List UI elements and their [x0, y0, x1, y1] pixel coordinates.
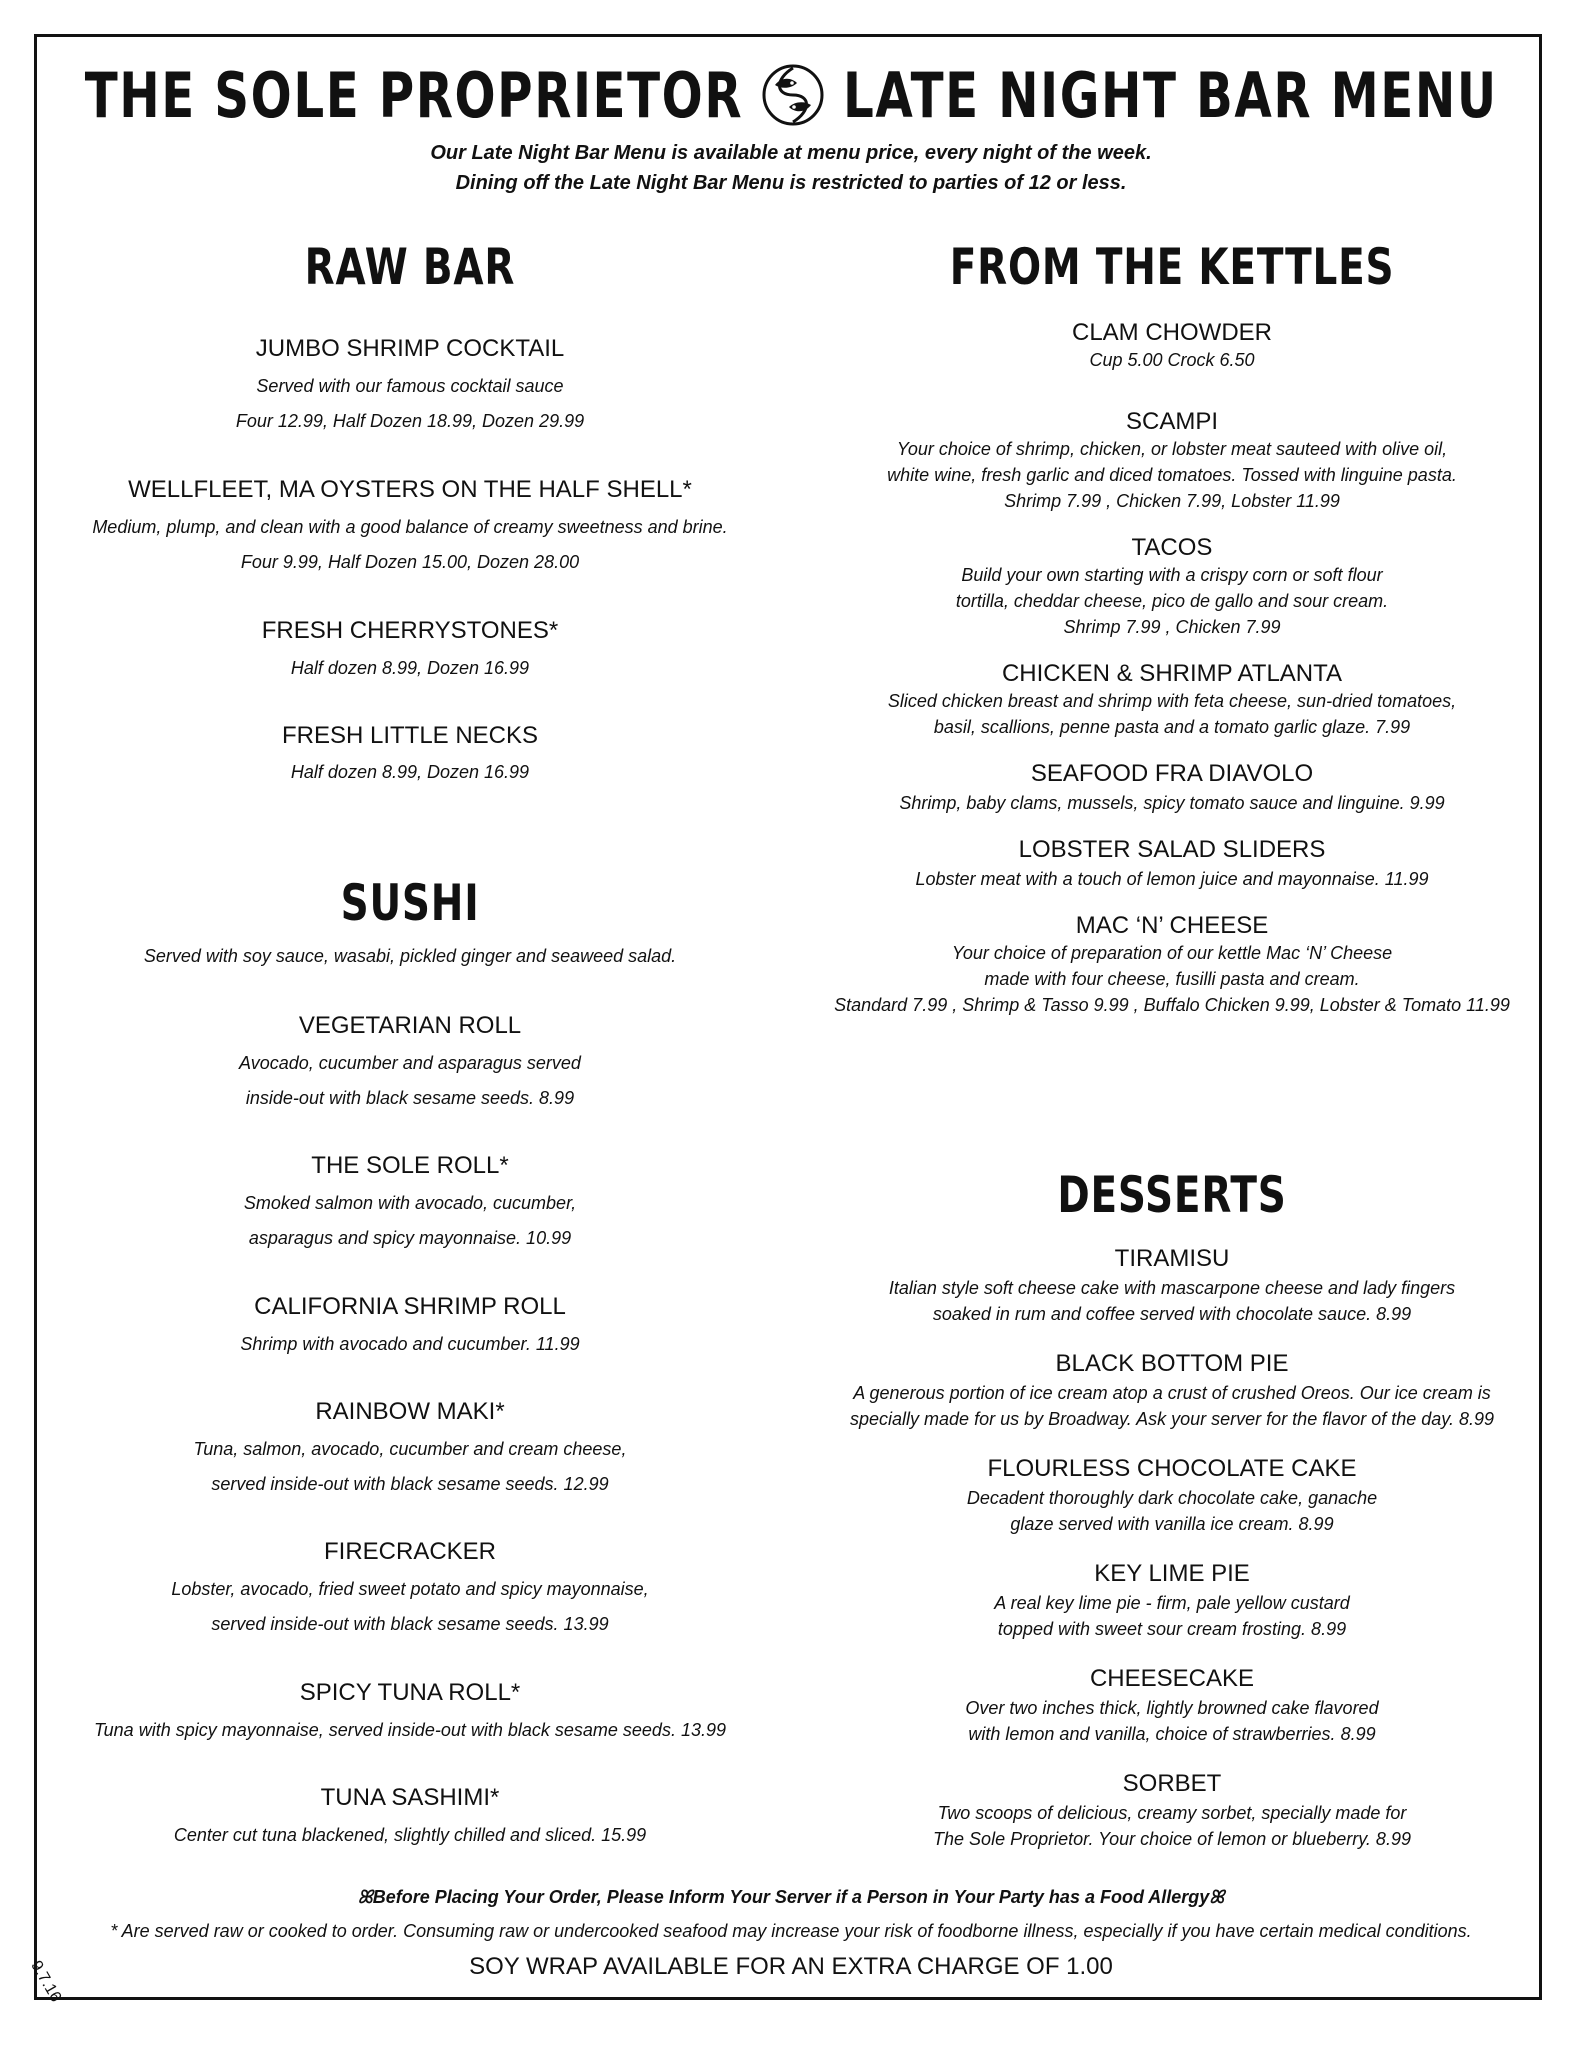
menu-item-description: basil, scallions, penne pasta and a tomato garlic glaze. 7.99 [933, 717, 1411, 737]
menu-item-price: Cup 5.00 Crock 6.50 [1089, 350, 1255, 370]
menu-item-price: Four 12.99, Half Dozen 18.99, Dozen 29.99 [235, 411, 585, 431]
menu-item-description: Lobster meat with a touch of lemon juice and mayonnaise. 11.99 [915, 869, 1429, 889]
menu-item-description: asparagus and spicy mayonnaise. 10.99 [248, 1228, 572, 1248]
menu-item-description: A real key lime pie - firm, pale yellow custard [994, 1593, 1350, 1613]
menu-item-price: Half dozen 8.99, Dozen 16.99 [290, 658, 530, 678]
menu-item-price: Shrimp 7.99 , Chicken 7.99, Lobster 11.99 [1004, 491, 1340, 511]
menu-item-name: SPICY TUNA ROLL* [299, 1679, 521, 1706]
date-stamp: 9.7.16 [27, 1958, 65, 2006]
menu-item-description: Avocado, cucumber and asparagus served [239, 1053, 581, 1073]
menu-item-name: TIRAMISU [1114, 1245, 1230, 1272]
section-heading-raw-bar: RAW BAR [304, 238, 516, 296]
menu-item-name: SCAMPI [1125, 408, 1218, 435]
menu-item-name: CLAM CHOWDER [1071, 319, 1272, 346]
section-intro: Served with soy sauce, wasabi, pickled ginger and seaweed salad. [143, 946, 677, 966]
menu-item-description: Medium, plump, and clean with a good balance of creamy sweetness and brine. [92, 517, 728, 537]
menu-item-price: Four 9.99, Half Dozen 15.00, Dozen 28.00 [240, 552, 580, 572]
menu-item-description: Tuna, salmon, avocado, cucumber and cream cheese, [193, 1439, 627, 1459]
right-column [812, 0, 1532, 2048]
menu-item-description: topped with sweet sour cream frosting. 8.99 [997, 1619, 1347, 1639]
menu-item-description: made with four cheese, fusilli pasta and cream. [984, 969, 1360, 989]
menu-item-price: Shrimp 7.99 , Chicken 7.99 [1063, 617, 1281, 637]
section-heading-desserts: DESSERTS [1057, 1166, 1287, 1224]
menu-item-description: Shrimp with avocado and cucumber. 11.99 [240, 1334, 580, 1354]
menu-item-description: Decadent thoroughly dark chocolate cake, ganache [966, 1488, 1378, 1508]
soy-wrap-note: SOY WRAP AVAILABLE FOR AN EXTRA CHARGE OF 1.00 [469, 1953, 1113, 1980]
notice-line: Our Late Night Bar Menu is available at menu price, every night of the week. [430, 142, 1152, 164]
menu-item-description: Lobster, avocado, fried sweet potato and spicy mayonnaise, [171, 1579, 649, 1599]
menu-item-name: VEGETARIAN ROLL [298, 1012, 522, 1039]
menu-item-description: The Sole Proprietor. Your choice of lemon or blueberry. 8.99 [933, 1829, 1411, 1849]
menu-item-description: served inside-out with black sesame seeds. 12.99 [211, 1474, 609, 1494]
notice-line: Dining off the Late Night Bar Menu is restricted to parties of 12 or less. [455, 172, 1127, 194]
menu-item-price: Half dozen 8.99, Dozen 16.99 [290, 762, 530, 782]
menu-item-name: LOBSTER SALAD SLIDERS [1018, 836, 1326, 863]
menu-item-name: CALIFORNIA SHRIMP ROLL [254, 1293, 566, 1320]
menu-item-description: Your choice of shrimp, chicken, or lobster meat sauteed with olive oil, [896, 439, 1448, 459]
restaurant-name: THE SOLE PROPRIETOR [84, 58, 744, 132]
menu-item-description: glaze served with vanilla ice cream. 8.99 [1010, 1514, 1334, 1534]
menu-item-name: FIRECRACKER [323, 1538, 497, 1565]
left-column [60, 0, 760, 2048]
menu-item-name: FLOURLESS CHOCOLATE CAKE [987, 1455, 1357, 1482]
menu-item-description: tortilla, cheddar cheese, pico de gallo and sour cream. [955, 591, 1389, 611]
menu-item-name: RAINBOW MAKI* [315, 1398, 505, 1425]
menu-item-name: TACOS [1131, 534, 1213, 561]
menu-item-description: A generous portion of ice cream atop a crust of crushed Oreos. Our ice cream is [853, 1383, 1491, 1403]
menu-item-description: with lemon and vanilla, choice of strawberries. 8.99 [968, 1724, 1376, 1744]
menu-item-description: Sliced chicken breast and shrimp with feta cheese, sun-dried tomatoes, [887, 691, 1457, 711]
menu-item-description: inside-out with black sesame seeds. 8.99 [245, 1088, 575, 1108]
menu-item-name: SEAFOOD FRA DIAVOLO [1030, 760, 1314, 787]
menu-item-name: TUNA SASHIMI* [320, 1784, 500, 1811]
menu-name: LATE NIGHT BAR MENU [843, 58, 1499, 132]
menu-item-description: white wine, fresh garlic and diced tomatoes. Tossed with linguine pasta. [887, 465, 1457, 485]
menu-item-description: Over two inches thick, lightly browned cake flavored [965, 1698, 1379, 1718]
menu-item-price: Standard 7.99 , Shrimp & Tasso 9.99 , Buffalo Chicken 9.99, Lobster & Tomato 11.99 [834, 995, 1510, 1015]
menu-item-description: Your choice of preparation of our kettle Mac ‘N’ Cheese [951, 943, 1393, 963]
menu-item-description: Center cut tuna blackened, slightly chilled and sliced. 15.99 [173, 1825, 647, 1845]
menu-item-name: KEY LIME PIE [1094, 1560, 1250, 1587]
menu-item-description: served inside-out with black sesame seeds. 13.99 [211, 1614, 609, 1634]
menu-item-description: Shrimp, baby clams, mussels, spicy tomato sauce and linguine. 9.99 [899, 793, 1445, 813]
menu-item-description: specially made for us by Broadway. Ask your server for the flavor of the day. 8.99 [850, 1409, 1494, 1429]
menu-item-name: FRESH LITTLE NECKS [281, 722, 539, 749]
menu-item-description: Two scoops of delicious, creamy sorbet, specially made for [937, 1803, 1407, 1823]
menu-item-name: CHEESECAKE [1089, 1665, 1255, 1692]
menu-item-description: Italian style soft cheese cake with mascarpone cheese and lady fingers [888, 1278, 1456, 1298]
allergy-notice: ꕤBefore Placing Your Order, Please Inform Your Server if a Person in Your Party has a Food Allergyꕤ [357, 1887, 1225, 1907]
raw-food-warning: * Are served raw or cooked to order. Consuming raw or undercooked seafood may increase your risk of foodborne illness, especially if you have certain medical conditions. [110, 1921, 1472, 1941]
menu-item-name: WELLFLEET, MA OYSTERS ON THE HALF SHELL* [128, 476, 692, 503]
section-heading-kettles: FROM THE KETTLES [949, 238, 1395, 296]
menu-item-description: Smoked salmon with avocado, cucumber, [243, 1193, 577, 1213]
section-heading-sushi: SUSHI [340, 874, 480, 932]
menu-item-name: BLACK BOTTOM PIE [1055, 1350, 1289, 1377]
menu-item-name: SORBET [1122, 1770, 1222, 1797]
menu-item-name: MAC ‘N’ CHEESE [1075, 912, 1269, 939]
menu-item-name: THE SOLE ROLL* [311, 1152, 509, 1179]
menu-item-description: soaked in rum and coffee served with chocolate sauce. 8.99 [932, 1304, 1412, 1324]
menu-item-name: FRESH CHERRYSTONES* [261, 617, 559, 644]
menu-item-description: Tuna with spicy mayonnaise, served inside-out with black sesame seeds. 13.99 [94, 1720, 726, 1740]
menu-item-description: Build your own starting with a crispy corn or soft flour [961, 565, 1383, 585]
menu-item-name: JUMBO SHRIMP COCKTAIL [255, 335, 565, 362]
menu-item-description: Served with our famous cocktail sauce [256, 376, 564, 396]
menu-item-name: CHICKEN & SHRIMP ATLANTA [1001, 660, 1343, 687]
